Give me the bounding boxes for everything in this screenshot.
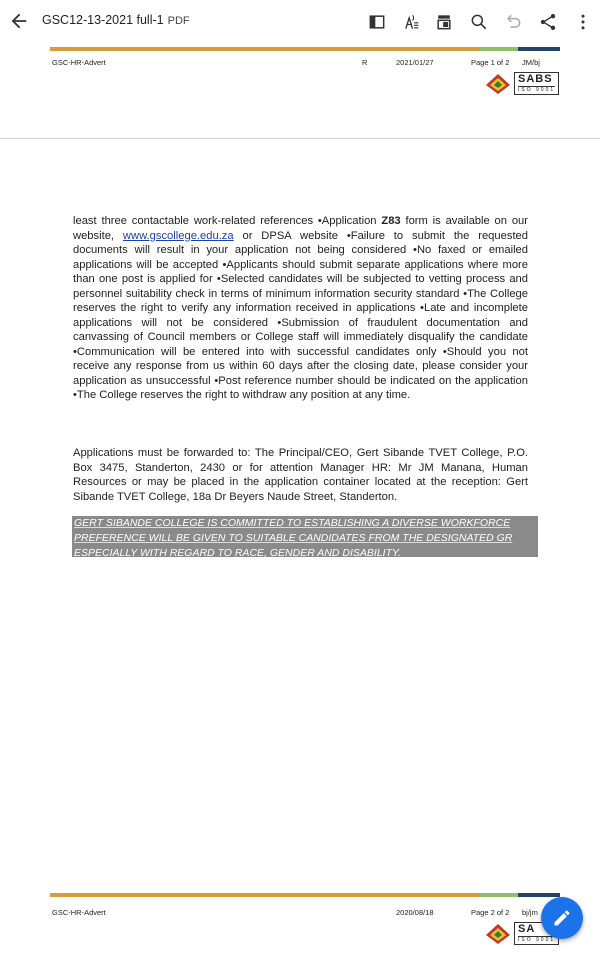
page1-header-mid: R (362, 58, 368, 67)
document-type: PDF (167, 15, 190, 27)
page-separator (0, 138, 600, 139)
requirements-paragraph (73, 214, 528, 403)
header-stripe-green (480, 47, 518, 51)
sabs-emblem-icon (485, 73, 511, 95)
sabs-iso-label: ISO 9001 (518, 87, 556, 93)
app-toolbar (0, 0, 600, 44)
requirements-text-1: least three contactable work-related references •Application (73, 215, 382, 227)
page2-sabs-iso-label: ISO 9001 (518, 937, 556, 943)
sabs-logo (485, 72, 559, 95)
page2-header-date: 2020/08/18 (396, 908, 434, 917)
notice-line-2: PREFERENCE WILL BE GIVEN TO SUITABLE CANDIDATES FROM THE DESIGNATED GR (74, 532, 513, 544)
undo-icon[interactable] (501, 10, 525, 34)
find-in-page-icon[interactable] (432, 10, 456, 34)
notice-line-3: ESPECIALLY WITH REGARD TO RACE, GENDER AND DISABILITY. (74, 547, 401, 557)
edit-fab-button[interactable] (541, 897, 583, 939)
diversity-notice (72, 516, 538, 557)
back-arrow-icon[interactable] (8, 10, 34, 34)
application-address-paragraph: Applications must be forwarded to: The Principal/CEO, Gert Sibande TVET College, P.O. Box 3475, Standerton, 2430 or for attention Manager HR: Mr JM Manana, Human Resources or may be placed in the application container located at the reception: Gert Sibande TVET College, 18a Dr Beyers Naude Street, Standerton. (73, 447, 528, 503)
header-stripe-orange (50, 47, 480, 51)
page2-header-page: Page 2 of 2 (471, 908, 510, 917)
document-name: GSC12-13-2021 full-1 (42, 13, 164, 27)
sabs-logo-name: SABS (518, 73, 553, 85)
header-stripe-navy (518, 47, 560, 51)
document-title (42, 13, 190, 27)
college-website-link[interactable]: www.gscollege.edu.za (122, 229, 234, 242)
requirements-text-2: form is available on our website, (73, 215, 528, 242)
page1-header-page: Page 1 of 2 (471, 58, 510, 67)
page2-stripe-green (480, 893, 518, 897)
more-options-icon[interactable] (571, 10, 595, 34)
edit-pencil-icon (552, 908, 572, 928)
page2-header-ref: bj/jm (522, 908, 538, 917)
page2-stripe-navy (518, 893, 560, 897)
sabs-logo-text (514, 72, 559, 95)
page1-header-ref: JM/bj (522, 58, 540, 67)
page2-header-left: GSC-HR-Advert (52, 908, 106, 917)
share-icon[interactable] (536, 10, 560, 34)
requirements-text-3: or DPSA website •Failure to submit the requested documents will result in your application not being considered •No faxed or emailed applications will be accepted •Applicants should submit separate applications where more than one post is applied for •Selected candidates will be subjected to vetting process and personnel suitability check in terms of minimum information security standard •The College reserves the right to verify any information received in applications •Late and incomplete applications will not be considered •Submission of fraudulent documentation and canvassing of Council members or College staff will immediately disqualify the candidate •Communication will be entered into with successful candidates only •Should you not receive any response from us within 60 days after the closing date, please consider your application as unsuccessful •Post reference number should be indicated on the application •The College reserves the right to withdraw any position at any time. (73, 229, 528, 401)
page2-stripe-orange (50, 893, 480, 897)
notice-line-1: GERT SIBANDE COLLEGE IS COMMITTED TO ESTABLISHING A DIVERSE WORKFORCE (74, 517, 511, 529)
search-icon[interactable] (467, 10, 491, 34)
reading-mode-icon[interactable] (365, 10, 389, 34)
text-to-speech-icon[interactable] (398, 10, 422, 34)
page2-sabs-emblem-icon (485, 923, 511, 945)
page1-header-left: GSC-HR-Advert (52, 58, 106, 67)
page2-sabs-logo-name: SA (518, 923, 536, 935)
page1-header-date: 2021/01/27 (396, 58, 434, 67)
z83-form-label: Z83 (381, 215, 401, 227)
